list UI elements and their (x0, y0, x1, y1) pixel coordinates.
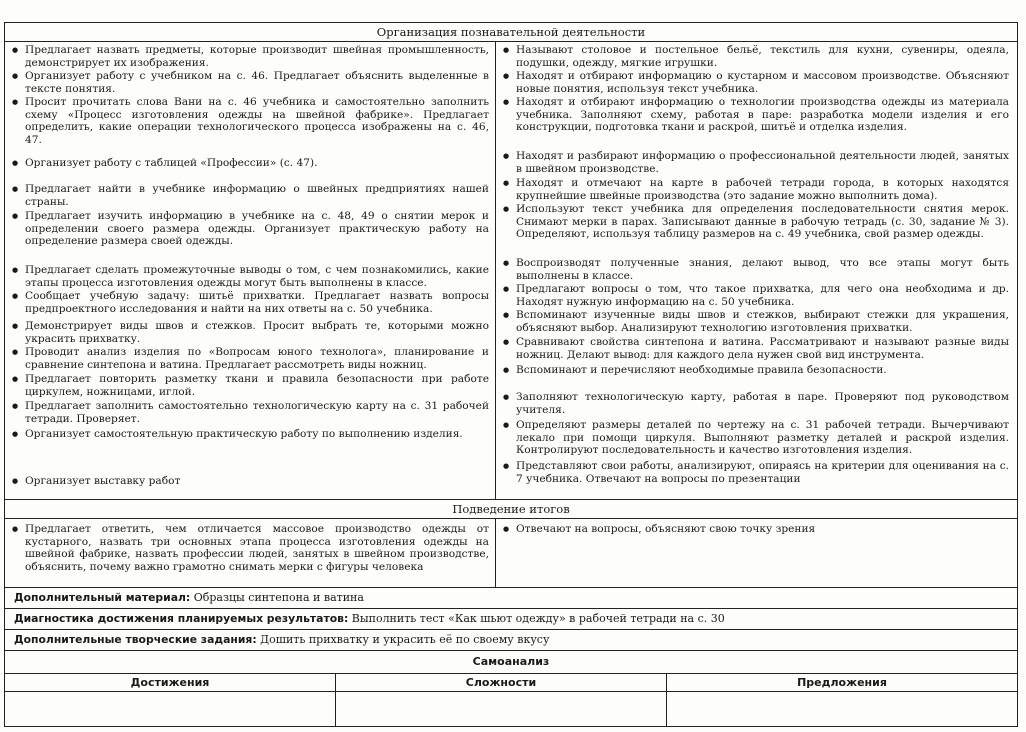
teacher-item: ● Предлагает назвать предметы, которые производит швейная промышленность, демонстрирует их изображения. (11, 44, 489, 69)
student-item: ● Используют текст учебника для определения последовательности снятия мерок. Снимают мерки в парах. Записывают данные в рабочую тетрадь (с. 30, задание № 3). Определяют, используя таблицу размеров на с. 49 учебника, свой размер одежды. (502, 203, 1009, 241)
self-analysis-header: Предложения (667, 674, 1017, 692)
section-header-activity: Организация познавательной деятельности (5, 23, 1017, 42)
diagnostics-row (5, 608, 1017, 629)
teacher-item: ● Организует работу с учебником на с. 46. Предлагает объяснить выделенные в тексте понятия. (11, 70, 489, 95)
diagnostics-value: Выполнить тест «Как шьют одежду» в рабочей тетради на с. 30 (351, 612, 725, 625)
student-column (496, 42, 1017, 499)
teacher-item: ● Демонстрирует виды швов и стежков. Просит выбрать те, которыми можно украсить прихватку. (11, 320, 489, 345)
summary-teacher-column (5, 519, 496, 587)
teacher-item: ● Организует работу с таблицей «Профессии» (с. 47). (11, 157, 489, 170)
teacher-item: ● Предлагает изучить информацию в учебнике на с. 48, 49 о снятии мерок и определении своего размера одежды. Организует практическую работу на определение размера своей одежды. (11, 210, 489, 248)
teacher-item: ● Сообщает учебную задачу: шитьё прихватки. Предлагает назвать вопросы предпроектного исследования и найти на них ответы на с. 50 учебника. (11, 290, 489, 315)
student-item: ● Сравнивают свойства синтепона и ватина. Рассматривают и называют разные виды ножниц. Делают вывод: для каждого дела нужен свой вид инструмента. (502, 336, 1009, 361)
summary-student-item: ● Отвечают на вопросы, объясняют свою точку зрения (502, 523, 1009, 536)
student-item: ● Находят и отбирают информацию о кустарном и массовом производстве. Объясняют новые понятия, используя текст учебника. (502, 70, 1009, 95)
summary-teacher-item: ● Предлагает ответить, чем отличается массовое производство одежды от кустарного, назвать три основных этапа процесса изготовления одежды на швейной фабрике, назвать профессии людей, занятых в швейном производстве, объяснить, почему важно грамотно снимать мерки с фигуры человека (11, 523, 489, 573)
student-item: ● Находят и отбирают информацию о технологии производства одежды из материала учебника. Заполняют схему, работая в паре: разработка модели изделия и его конструкции, подготовка ткани и раскрой, шитьё и отделка изделия. (502, 96, 1009, 134)
teacher-item: ● Предлагает повторить разметку ткани и правила безопасности при работе циркулем, ножницами, иглой. (11, 373, 489, 398)
creative-tasks-value: Дошить прихватку и украсить её по своему вкусу (260, 633, 550, 646)
self-analysis-suggestions (667, 674, 1017, 726)
teacher-item: ● Предлагает заполнить самостоятельно технологическую карту на с. 31 рабочей тетради. Проверяет. (11, 400, 489, 425)
summary-row (5, 519, 1017, 587)
activity-row (5, 42, 1017, 499)
extra-material-value: Образцы синтепона и ватина (193, 591, 364, 604)
student-item: ● Заполняют технологическую карту, работая в паре. Проверяют под руководством учителя. (502, 391, 1009, 416)
student-item: ● Называют столовое и постельное бельё, текстиль для кухни, сувениры, одеяла, подушки, одежду, мягкие игрушки. (502, 44, 1009, 69)
teacher-item: ● Предлагает сделать промежуточные выводы о том, с чем познакомились, какие этапы процесса изготовления одежды могут быть выполнены в классе. (11, 264, 489, 289)
teacher-item: ● Проводит анализ изделия по «Вопросам юного технолога», планирование и сравнение синтепона и ватина. Предлагает рассмотреть виды ножниц. (11, 346, 489, 371)
teacher-column (5, 42, 496, 499)
self-analysis-achievements (5, 674, 336, 726)
self-analysis-difficulties (336, 674, 667, 726)
student-item: ● Определяют размеры деталей по чертежу на с. 31 рабочей тетради. Вычерчивают лекало при помощи циркуля. Выполняют разметку деталей и раскрой изделия. Контролируют последовательность и качество изготовления изделия. (502, 419, 1009, 457)
summary-student-column (496, 519, 1017, 587)
lesson-plan-table (4, 22, 1018, 727)
student-item: ● Представляют свои работы, анализируют, опираясь на критерии для оценивания на с. 7 учебника. Отвечают на вопросы по презентации (502, 460, 1009, 485)
extra-material-label: Дополнительный материал: (14, 591, 191, 604)
student-item: ● Предлагают вопросы о том, что такое прихватка, для чего она необходима и др. Находят нужную информацию на с. 50 учебника. (502, 283, 1009, 308)
teacher-item: ● Организует самостоятельную практическую работу по выполнению изделия. (11, 428, 489, 441)
diagnostics-label: Диагностика достижения планируемых результатов: (14, 612, 349, 625)
student-item: ● Находят и отмечают на карте в рабочей тетради города, в которых находятся крупнейшие швейные производства (это задание можно выполнить дома). (502, 177, 1009, 202)
teacher-item: ● Предлагает найти в учебнике информацию о швейных предприятиях нашей страны. (11, 183, 489, 208)
extra-material-row (5, 587, 1017, 608)
student-item: ● Воспроизводят полученные знания, делают вывод, что все этапы могут быть выполнены в классе. (502, 257, 1009, 282)
creative-tasks-label: Дополнительные творческие задания: (14, 633, 257, 646)
student-item: ● Находят и разбирают информацию о профессиональной деятельности людей, занятых в швейном производстве. (502, 150, 1009, 175)
student-item: ● Вспоминают изученные виды швов и стежков, выбирают стежки для украшения, объясняют выбор. Анализируют технологию изготовления прихватки. (502, 309, 1009, 334)
student-item: ● Вспоминают и перечисляют необходимые правила безопасности. (502, 364, 1009, 377)
self-analysis-title: Самоанализ (5, 650, 1017, 673)
creative-tasks-row (5, 629, 1017, 650)
self-analysis-header: Достижения (5, 674, 335, 692)
teacher-item: ● Просит прочитать слова Вани на с. 46 учебника и самостоятельно заполнить схему «Процесс изготовления одежды на швейной фабрике». Предлагает определить, какие операции технологического процесса изображены на с. 46, 47. (11, 96, 489, 146)
teacher-item: ● Организует выставку работ (11, 475, 489, 488)
self-analysis-header: Сложности (336, 674, 666, 692)
self-analysis-grid (5, 673, 1017, 726)
section-header-summary: Подведение итогов (5, 499, 1017, 519)
